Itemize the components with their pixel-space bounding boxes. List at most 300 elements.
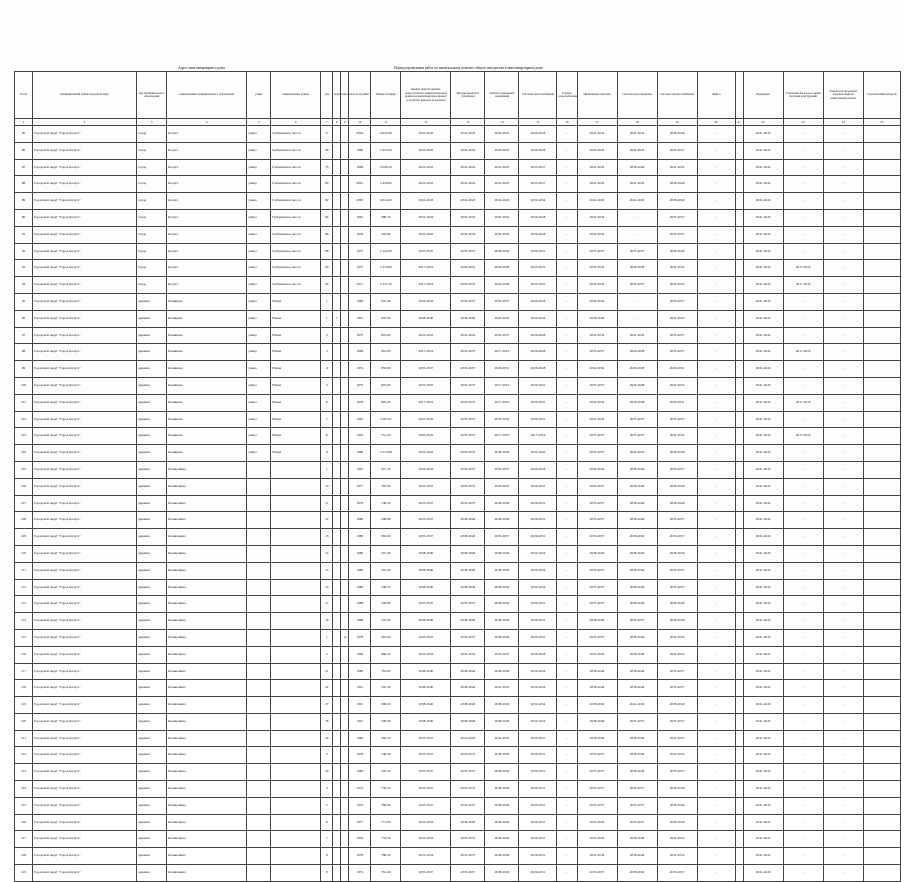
build-year-cell: 1969 (349, 159, 371, 176)
hot-water-cell: - (557, 545, 577, 562)
letter-cell (341, 579, 349, 596)
area-cell: 761,40 (371, 865, 401, 882)
heating-period-cell: 2029-2031 (519, 781, 557, 798)
house-number-cell: 28 (321, 142, 333, 159)
basement-period-cell: 2038-2040 (485, 512, 519, 529)
electric-period-cell: 2038-2040 (657, 797, 697, 814)
row-number-cell: 100 (15, 377, 33, 394)
build-year-cell: 1986 (349, 445, 371, 462)
roof-period-cell: 2035-2037 (401, 377, 451, 394)
col-number: 25 (863, 119, 900, 126)
insulation-period-cell: - (783, 865, 823, 882)
settlement-type-cell: город (137, 176, 167, 193)
control-cell (863, 126, 900, 143)
row-number-cell: 122 (15, 747, 33, 764)
control-cell (863, 663, 900, 680)
row-number-cell: 113 (15, 596, 33, 613)
facade-period-cell: 2041-2043 (451, 730, 485, 747)
design-doc-cell: - (823, 226, 863, 243)
control-cell (863, 461, 900, 478)
building-cell (333, 142, 341, 159)
elevators-cell: - (697, 159, 735, 176)
basement-period-cell: 2029-2031 (485, 361, 519, 378)
blank-cell (735, 377, 743, 394)
col-number: 24 (823, 119, 863, 126)
settlement-name-cell: Калиновица (167, 545, 247, 562)
electric-period-cell: 2035-2037 (657, 512, 697, 529)
engineering-period-cell: 2032-2034 (577, 209, 617, 226)
building-cell (333, 495, 341, 512)
row-number-cell: 103 (15, 428, 33, 445)
basement-period-cell: 2038-2040 (485, 663, 519, 680)
letter-cell (341, 713, 349, 730)
settlement-type-cell: деревня (137, 797, 167, 814)
insulation-period-cell: - (783, 613, 823, 630)
foundation-period-cell: 2041-2043 (743, 193, 783, 210)
house-number-cell: 28 (321, 713, 333, 730)
okrug-cell: Городской округ "Город Калуга" (33, 596, 137, 613)
control-cell (863, 478, 900, 495)
column-numbers-row (15, 119, 901, 126)
row-number-cell: 91 (15, 226, 33, 243)
street-type-cell: улица (247, 411, 271, 428)
settlement-name-cell: Калуга (167, 277, 247, 294)
drainage-period-cell: 2038-2040 (617, 730, 657, 747)
electric-period-cell: 2032-2034 (657, 629, 697, 646)
basement-period-cell: 2038-2040 (485, 697, 519, 714)
elevators-cell: - (697, 663, 735, 680)
letter-cell (341, 680, 349, 697)
build-year-cell: 1959 (349, 226, 371, 243)
street-name-cell: Гребешковое шоссе (271, 142, 321, 159)
design-doc-cell: - (823, 461, 863, 478)
heating-period-cell: 2029-2031 (519, 512, 557, 529)
roof-period-cell: 2038-2040 (401, 613, 451, 630)
settlement-type-cell: деревня (137, 428, 167, 445)
engineering-period-cell: 2038-2040 (577, 310, 617, 327)
control-cell (863, 529, 900, 546)
row-number-cell: 121 (15, 730, 33, 747)
elevators-cell: - (697, 613, 735, 630)
house-number-cell: 15 (321, 562, 333, 579)
basement-period-cell: 2041-2043 (485, 310, 519, 327)
street-name-cell: Гребешковое шоссе (271, 126, 321, 143)
engineering-period-cell: 2038-2040 (577, 613, 617, 630)
row-number-cell: 92 (15, 243, 33, 260)
area-cell: 825,95 (371, 394, 401, 411)
design-doc-cell: - (823, 629, 863, 646)
insulation-period-cell: - (783, 545, 823, 562)
drainage-period-cell: 2038-2040 (617, 663, 657, 680)
okrug-cell: Городской округ "Город Калуга" (33, 781, 137, 798)
street-name-cell: Гребешковое шоссе (271, 193, 321, 210)
table-row (15, 277, 901, 294)
letter-cell (341, 310, 349, 327)
area-cell: 5 227,20 (371, 277, 401, 294)
row-number-cell: 88 (15, 176, 33, 193)
hot-water-cell: - (557, 260, 577, 277)
roof-period-cell: 2035-2037 (401, 747, 451, 764)
okrug-cell: Городской округ "Город Калуга" (33, 277, 137, 294)
settlement-name-cell: Калиновица (167, 646, 247, 663)
area-cell: 647,30 (371, 293, 401, 310)
facade-period-cell: 2035-2037 (451, 797, 485, 814)
blank-cell (735, 344, 743, 361)
blank-cell (735, 596, 743, 613)
electric-period-cell: 2035-2037 (657, 579, 697, 596)
street-type-cell: улица (247, 126, 271, 143)
table-row (15, 411, 901, 428)
settlement-name-cell: Калиновица (167, 579, 247, 596)
street-type-cell: улица (247, 428, 271, 445)
insulation-period-cell: 2017-2019 (783, 277, 823, 294)
control-cell (863, 377, 900, 394)
engineering-period-cell: 2032-2034 (577, 848, 617, 865)
settlement-name-cell: Канищево (167, 310, 247, 327)
letter-cell: А (341, 629, 349, 646)
design-doc-cell: - (823, 209, 863, 226)
capital-repair-register-table (14, 71, 901, 882)
blank-cell (735, 126, 743, 143)
elevators-cell: - (697, 512, 735, 529)
street-name-cell (271, 697, 321, 714)
basement-period-cell: 2038-2040 (485, 629, 519, 646)
street-type-cell: улица (247, 293, 271, 310)
insulation-period-cell: - (783, 209, 823, 226)
okrug-cell: Городской округ "Город Калуга" (33, 512, 137, 529)
build-year-cell: 1980 (349, 512, 371, 529)
street-name-cell (271, 529, 321, 546)
col-header: муниципальный район/городской округ (33, 72, 137, 119)
electric-period-cell: 2032-2034 (657, 646, 697, 663)
settlement-type-cell: деревня (137, 394, 167, 411)
letter-cell (341, 529, 349, 546)
electric-period-cell: 2032-2034 (657, 260, 697, 277)
heating-period-cell: 2035-2037 (519, 176, 557, 193)
heating-period-cell: 2032-2034 (519, 713, 557, 730)
drainage-period-cell: 2026-2028 (617, 394, 657, 411)
basement-period-cell: 2038-2040 (485, 713, 519, 730)
area-cell: 3 267,91 (371, 411, 401, 428)
build-year-cell: 1991 (349, 713, 371, 730)
settlement-name-cell: Калуга (167, 176, 247, 193)
drainage-period-cell: 2038-2040 (617, 747, 657, 764)
blank-cell (735, 445, 743, 462)
hot-water-cell: - (557, 327, 577, 344)
okrug-cell: Городской округ "Город Калуга" (33, 562, 137, 579)
col-number: 17 (577, 119, 617, 126)
elevators-cell: - (697, 831, 735, 848)
heating-period-cell: 2035-2037 (519, 159, 557, 176)
area-cell: 576,60 (371, 613, 401, 630)
table-row (15, 226, 901, 243)
settlement-type-cell: город (137, 226, 167, 243)
col-header: наименование муниципального образования (167, 72, 247, 119)
house-number-cell: 88 (321, 243, 333, 260)
house-number-cell: 8 (321, 848, 333, 865)
house-number-cell: 8 (321, 428, 333, 445)
drainage-period-cell: 2038-2040 (617, 764, 657, 781)
insulation-period-cell: - (783, 495, 823, 512)
drainage-period-cell: 2026-2028 (617, 377, 657, 394)
table-row (15, 747, 901, 764)
street-type-cell: улица (247, 243, 271, 260)
build-year-cell: 1978 (349, 747, 371, 764)
settlement-name-cell: Калуга (167, 159, 247, 176)
control-cell (863, 327, 900, 344)
elevators-cell: - (697, 176, 735, 193)
settlement-name-cell: Калиновица (167, 764, 247, 781)
basement-period-cell: 2026-2028 (485, 277, 519, 294)
street-name-cell: Гребешковое шоссе (271, 226, 321, 243)
settlement-type-cell: город (137, 277, 167, 294)
electric-period-cell: 2038-2040 (657, 814, 697, 831)
roof-period-cell: 2038-2040 (401, 310, 451, 327)
roof-period-cell: 2041-2043 (401, 126, 451, 143)
drainage-period-cell: 2026-2028 (617, 260, 657, 277)
table-row (15, 781, 901, 798)
design-doc-cell: - (823, 243, 863, 260)
area-cell: 788,30 (371, 848, 401, 865)
hot-water-cell: - (557, 865, 577, 882)
building-cell (333, 613, 341, 630)
engineering-period-cell: 2032-2034 (577, 814, 617, 831)
build-year-cell: 1980 (349, 579, 371, 596)
insulation-period-cell: - (783, 445, 823, 462)
okrug-cell: Городской округ "Город Калуга" (33, 865, 137, 882)
design-doc-cell: - (823, 176, 863, 193)
building-cell (333, 646, 341, 663)
drainage-period-cell: - (617, 310, 657, 327)
blank-cell (735, 260, 743, 277)
letter-cell (341, 277, 349, 294)
facade-period-cell: 2035-2037 (451, 478, 485, 495)
blank-cell (735, 747, 743, 764)
settlement-name-cell: Калиновица (167, 831, 247, 848)
okrug-cell: Городской округ "Город Калуга" (33, 428, 137, 445)
row-number-cell: 119 (15, 697, 33, 714)
foundation-period-cell: 2041-2043 (743, 646, 783, 663)
okrug-cell: Городской округ "Город Калуга" (33, 394, 137, 411)
okrug-cell: Городской округ "Город Калуга" (33, 411, 137, 428)
street-type-cell: улица (247, 445, 271, 462)
okrug-cell: Городской округ "Город Калуга" (33, 814, 137, 831)
control-cell (863, 193, 900, 210)
settlement-name-cell: Калиновица (167, 747, 247, 764)
roof-period-cell: 2038-2040 (401, 579, 451, 596)
col-number: 10 (349, 119, 371, 126)
insulation-period-cell: - (783, 512, 823, 529)
house-number-cell: 2 (321, 646, 333, 663)
row-number-cell: 95 (15, 293, 33, 310)
foundation-period-cell: 2041-2043 (743, 209, 783, 226)
blank-cell (735, 478, 743, 495)
building-cell (333, 764, 341, 781)
elevators-cell: - (697, 747, 735, 764)
settlement-name-cell: Калуга (167, 260, 247, 277)
building-cell (333, 680, 341, 697)
heating-period-cell: 2023-2025 (519, 260, 557, 277)
street-type-cell (247, 713, 271, 730)
engineering-period-cell: 2035-2037 (577, 428, 617, 445)
roof-period-cell: 2041-2043 (401, 445, 451, 462)
heating-period-cell: 2032-2034 (519, 562, 557, 579)
settlement-name-cell: Калиновица (167, 713, 247, 730)
area-cell: 3 426,00 (371, 176, 401, 193)
electric-period-cell: 2032-2034 (657, 277, 697, 294)
settlement-type-cell: деревня (137, 562, 167, 579)
electric-period-cell: 2035-2037 (657, 529, 697, 546)
house-number-cell: 86 (321, 226, 333, 243)
row-number-cell: 116 (15, 646, 33, 663)
heating-period-cell: 2026-2028 (519, 646, 557, 663)
drainage-period-cell: 2035-2037 (617, 613, 657, 630)
house-number-cell: 2 (321, 327, 333, 344)
area-cell: 763,90 (371, 478, 401, 495)
building-cell (333, 697, 341, 714)
basement-period-cell: 2038-2040 (485, 764, 519, 781)
settlement-name-cell: Канищево (167, 361, 247, 378)
col-number: 22 (743, 119, 783, 126)
settlement-name-cell: Канищево (167, 293, 247, 310)
facade-period-cell: 2035-2037 (451, 831, 485, 848)
street-type-cell (247, 495, 271, 512)
col-number: 3 (137, 119, 167, 126)
elevators-cell: - (697, 764, 735, 781)
roof-period-cell: 2035-2037 (401, 764, 451, 781)
table-row (15, 831, 901, 848)
build-year-cell: 1972 (349, 781, 371, 798)
street-name-cell: Гребешковое шоссе (271, 260, 321, 277)
blank-cell (735, 663, 743, 680)
electric-period-cell: 2032-2034 (657, 428, 697, 445)
okrug-cell: Городской округ "Город Калуга" (33, 613, 137, 630)
street-name-cell (271, 848, 321, 865)
building-cell (333, 848, 341, 865)
letter-cell (341, 377, 349, 394)
electric-period-cell: 2038-2040 (657, 697, 697, 714)
okrug-cell: Городской округ "Город Калуга" (33, 629, 137, 646)
building-cell (333, 478, 341, 495)
insulation-period-cell: - (783, 713, 823, 730)
elevators-cell: - (697, 797, 735, 814)
table-row (15, 445, 901, 462)
elevators-cell: - (697, 562, 735, 579)
table-row (15, 377, 901, 394)
blank-cell (735, 495, 743, 512)
build-year-cell: 1980 (349, 545, 371, 562)
facade-period-cell: 2035-2037 (451, 764, 485, 781)
area-cell: 538,70 (371, 579, 401, 596)
roof-period-cell: 2041-2043 (401, 226, 451, 243)
control-cell (863, 730, 900, 747)
heating-period-cell: 2029-2031 (519, 814, 557, 831)
design-doc-cell: - (823, 260, 863, 277)
foundation-period-cell: 2041-2043 (743, 512, 783, 529)
settlement-name-cell: Калуга (167, 243, 247, 260)
build-year-cell: 1969 (349, 344, 371, 361)
drainage-period-cell: 2041-2043 (617, 176, 657, 193)
street-name-cell (271, 865, 321, 882)
basement-period-cell: 2041-2043 (485, 126, 519, 143)
settlement-name-cell: Калиновица (167, 629, 247, 646)
drainage-period-cell: 2026-2028 (617, 344, 657, 361)
roof-period-cell: 2032-2034 (401, 831, 451, 848)
build-year-cell: 1980 (349, 529, 371, 546)
elevators-cell: - (697, 848, 735, 865)
design-doc-cell: - (823, 781, 863, 798)
building-cell: 1 (333, 310, 341, 327)
foundation-period-cell: 2041-2043 (743, 747, 783, 764)
col-number: 14 (485, 119, 519, 126)
basement-period-cell: 2038-2040 (485, 579, 519, 596)
engineering-period-cell: 2035-2037 (577, 243, 617, 260)
settlement-name-cell: Калиновица (167, 478, 247, 495)
foundation-period-cell: 2041-2043 (743, 797, 783, 814)
facade-period-cell: 2038-2040 (451, 663, 485, 680)
letter-cell (341, 411, 349, 428)
heating-period-cell: 2032-2034 (519, 697, 557, 714)
building-cell (333, 562, 341, 579)
facade-period-cell: 2041-2043 (451, 176, 485, 193)
building-cell (333, 361, 341, 378)
house-number-cell: 1 (321, 293, 333, 310)
drainage-period-cell: 2026-2028 (617, 361, 657, 378)
okrug-cell: Городской округ "Город Калуга" (33, 361, 137, 378)
settlement-name-cell: Канищево (167, 377, 247, 394)
engineering-period-cell: 2035-2037 (577, 629, 617, 646)
settlement-type-cell: деревня (137, 478, 167, 495)
street-name-cell: Гребешковое шоссе (271, 159, 321, 176)
roof-period-cell: 2041-2043 (401, 176, 451, 193)
insulation-period-cell: 2017-2019 (783, 428, 823, 445)
insulation-period-cell: - (783, 126, 823, 143)
hot-water-cell: - (557, 781, 577, 798)
facade-period-cell: 2035-2037 (451, 361, 485, 378)
design-doc-cell: - (823, 159, 863, 176)
insulation-period-cell: - (783, 361, 823, 378)
control-cell (863, 445, 900, 462)
blank-cell (735, 713, 743, 730)
okrug-cell: Городской округ "Город Калуга" (33, 344, 137, 361)
heating-period-cell: 2029-2031 (519, 495, 557, 512)
hot-water-cell: - (557, 713, 577, 730)
street-name-cell (271, 596, 321, 613)
col-header: вид муниципального образования (137, 72, 167, 119)
design-doc-cell: - (823, 697, 863, 714)
building-cell (333, 243, 341, 260)
basement-period-cell: 2017-2019 (485, 394, 519, 411)
engineering-period-cell: 2041-2043 (577, 176, 617, 193)
insulation-period-cell: - (783, 529, 823, 546)
col-number: 11 (371, 119, 401, 126)
drainage-period-cell: 2035-2037 (617, 814, 657, 831)
insulation-period-cell: - (783, 478, 823, 495)
foundation-period-cell: 2041-2043 (743, 781, 783, 798)
insulation-period-cell: - (783, 377, 823, 394)
settlement-type-cell: деревня (137, 680, 167, 697)
design-doc-cell: - (823, 495, 863, 512)
blank-cell (735, 697, 743, 714)
control-cell (863, 428, 900, 445)
table-row (15, 176, 901, 193)
roof-period-cell: 2035-2037 (401, 596, 451, 613)
blank-cell (735, 562, 743, 579)
house-number-cell: 17 (321, 126, 333, 143)
design-doc-cell: - (823, 814, 863, 831)
area-cell: 596,90 (371, 713, 401, 730)
roof-period-cell: 2041-2043 (401, 159, 451, 176)
